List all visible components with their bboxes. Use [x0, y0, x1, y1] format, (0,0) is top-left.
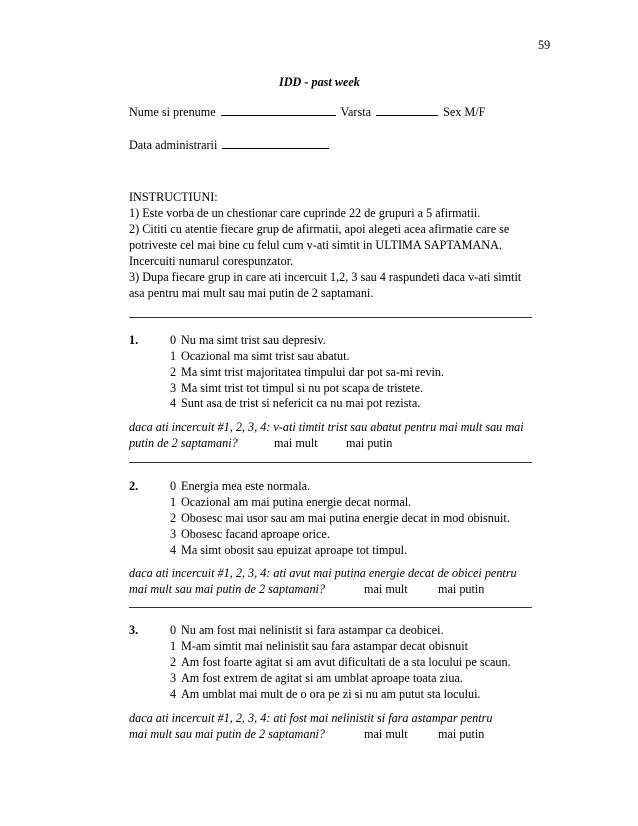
option-text: Ma simt obosit sau epuizat aproape tot timpul. [181, 543, 408, 557]
option-number[interactable]: 1 [170, 495, 177, 509]
followup-question: daca ati incercuit #1, 2, 3, 4: v-ati timtit trist sau abatut pentru mai mult sau mai [129, 420, 524, 434]
separator-line [129, 462, 532, 463]
option-text: Ma simt trist majoritatea timpului dar pot sa-mi revin. [181, 365, 444, 379]
followup-question: mai mult sau mai putin de 2 saptamani? [129, 727, 326, 741]
age-label: Varsta [340, 105, 371, 119]
option-text: Obosesc mai usor sau am mai putina energie decat in mod obisnuit. [181, 511, 510, 525]
option-number[interactable]: 1 [170, 349, 177, 363]
option-text: M-am simtit mai nelinistit sau fara astampar decat obisnuit [181, 639, 469, 653]
date-label: Data administrarii [129, 138, 218, 152]
option-number[interactable]: 2 [170, 365, 177, 379]
option-text: Am umblat mai mult de o ora pe zi si nu am putut sta locului. [181, 687, 481, 701]
option-text: Ocazional ma simt trist sau abatut. [181, 349, 350, 363]
option-number[interactable]: 0 [170, 623, 177, 637]
question-number: 1. [129, 333, 139, 347]
option-text: Energia mea este normala. [181, 479, 311, 493]
option-text: Am fost extrem de agitat si am umblat aproape toata ziua. [181, 671, 463, 685]
option-text: Nu ma simt trist sau depresiv. [181, 333, 326, 347]
date-field[interactable] [222, 137, 329, 149]
instructions-heading: INSTRUCTIUNI: [129, 190, 218, 204]
followup-question: mai mult sau mai putin de 2 saptamani? [129, 582, 326, 596]
age-field[interactable] [376, 104, 438, 116]
option-number[interactable]: 3 [170, 671, 177, 685]
option-number[interactable]: 4 [170, 543, 177, 557]
answer-less[interactable]: mai putin [346, 436, 393, 450]
separator-line [129, 317, 532, 318]
option-number[interactable]: 0 [170, 479, 177, 493]
name-label: Nume si prenume [129, 105, 216, 119]
answer-less[interactable]: mai putin [438, 582, 485, 596]
instructions-line: asa pentru mai mult sau mai putin de 2 saptamani. [129, 286, 374, 300]
answer-more[interactable]: mai mult [274, 436, 318, 450]
option-text: Ocazional am mai putina energie decat normal. [181, 495, 412, 509]
option-number[interactable]: 2 [170, 655, 177, 669]
answer-more[interactable]: mai mult [364, 582, 408, 596]
option-number[interactable]: 3 [170, 381, 177, 395]
page-number: 59 [538, 38, 551, 52]
instructions-line: 3) Dupa fiecare grup in care ati incercuit 1,2, 3 sau 4 raspundeti daca v-ati simtit [129, 270, 522, 284]
name-field[interactable] [221, 104, 336, 116]
page-title: IDD - past week [279, 75, 360, 89]
question-number: 2. [129, 479, 139, 493]
option-text: Am fost foarte agitat si am avut dificultati de a sta locului pe scaun. [181, 655, 511, 669]
option-text: Sunt asa de trist si nefericit ca nu mai pot rezista. [181, 396, 421, 410]
option-number[interactable]: 0 [170, 333, 177, 347]
option-number[interactable]: 4 [170, 396, 177, 410]
separator-line [129, 607, 532, 608]
option-number[interactable]: 2 [170, 511, 177, 525]
followup-question: putin de 2 saptamani? [129, 436, 238, 450]
question-number: 3. [129, 623, 139, 637]
option-text: Obosesc facand aproape orice. [181, 527, 330, 541]
option-text: Ma simt trist tot timpul si nu pot scapa de tristete. [181, 381, 424, 395]
followup-question: daca ati incercuit #1, 2, 3, 4: ati fost mai nelinistit si fara astampar pentru [129, 711, 493, 725]
answer-more[interactable]: mai mult [364, 727, 408, 741]
option-text: Nu am fost mai nelinistit si fara astampar ca deobicei. [181, 623, 444, 637]
form-name-row [129, 104, 485, 120]
instructions-line: 1) Este vorba de un chestionar care cuprinde 22 de grupuri a 5 afirmatii. [129, 206, 481, 220]
instructions-line: potriveste cel mai bine cu felul cum v-ati simtit in ULTIMA SAPTAMANA. [129, 238, 502, 252]
form-date-row [129, 137, 331, 153]
instructions-line: 2) Cititi cu atentie fiecare grup de afirmatii, apoi alegeti acea afirmatie care se [129, 222, 510, 236]
answer-less[interactable]: mai putin [438, 727, 485, 741]
instructions-line: Incercuiti numarul corespunzator. [129, 254, 294, 268]
followup-question: daca ati incercuit #1, 2, 3, 4: ati avut mai putina energie decat de obicei pentru [129, 566, 517, 580]
sex-label: Sex M/F [443, 105, 486, 119]
option-number[interactable]: 3 [170, 527, 177, 541]
option-number[interactable]: 1 [170, 639, 177, 653]
option-number[interactable]: 4 [170, 687, 177, 701]
